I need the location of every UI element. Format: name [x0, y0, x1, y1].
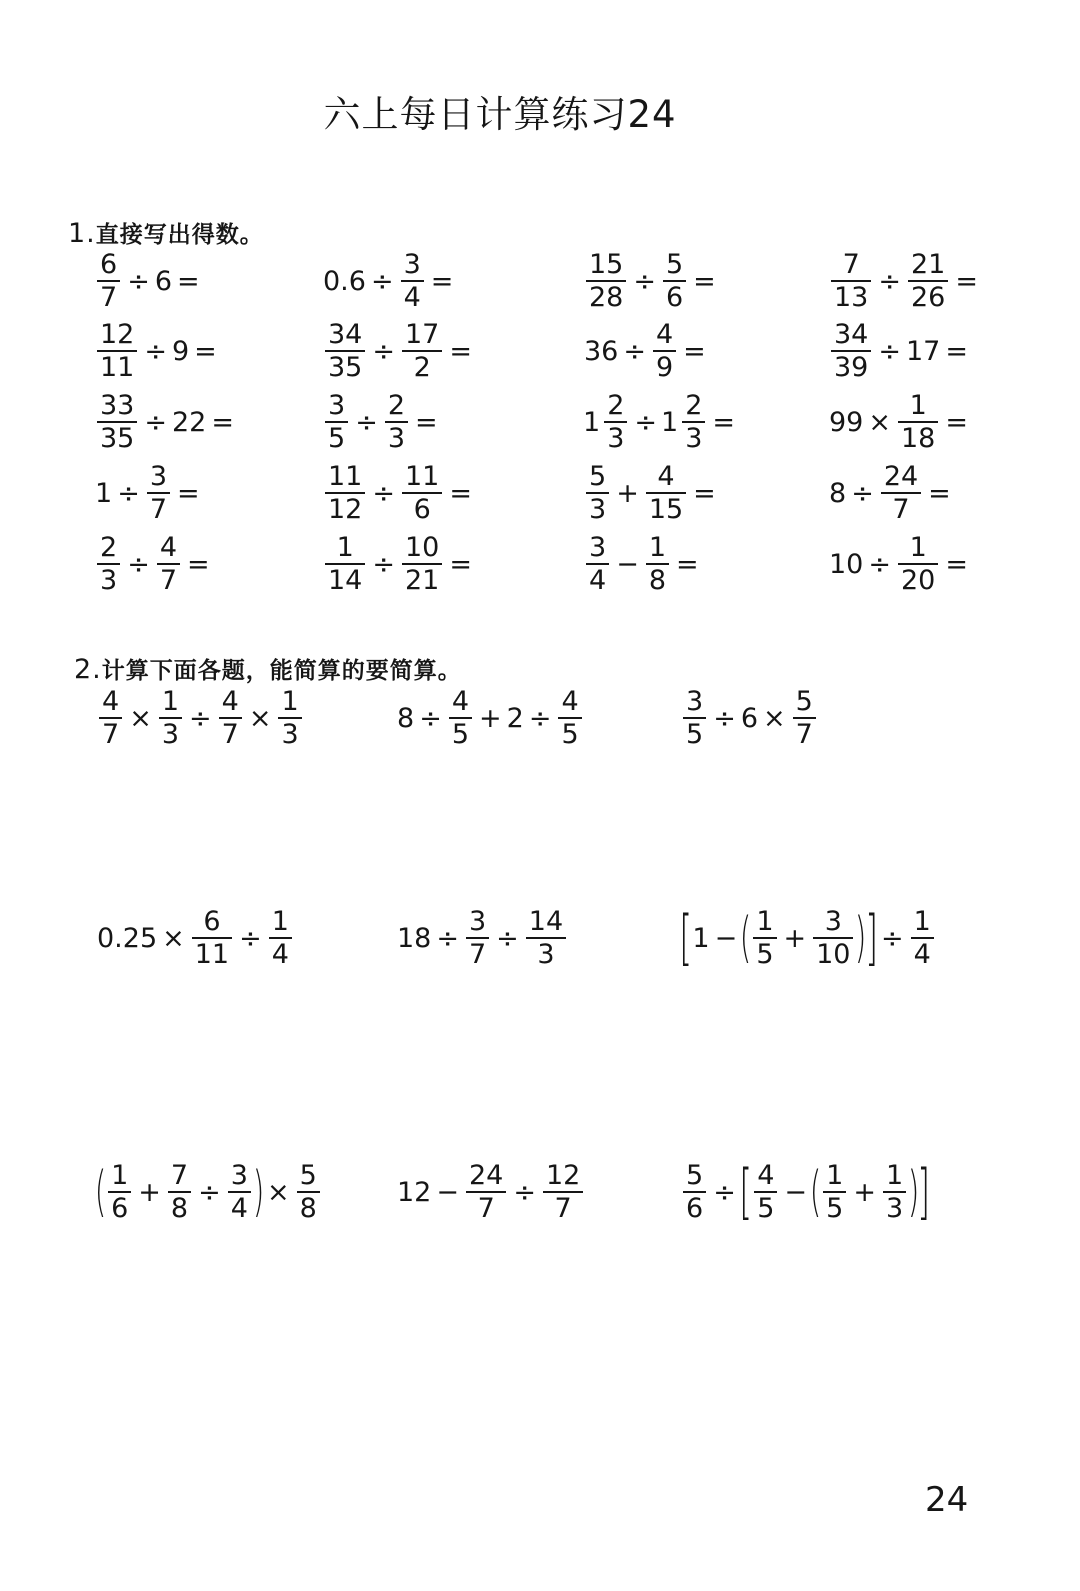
- page-number: 24: [925, 1480, 969, 1520]
- denominator: 4: [403, 282, 421, 313]
- fraction: [297, 1162, 320, 1222]
- operator: ÷: [372, 335, 395, 367]
- operator: =: [449, 477, 472, 509]
- oral-problem: [94, 453, 204, 533]
- fraction: [558, 688, 581, 748]
- denominator: 3: [100, 565, 118, 596]
- operator: ÷: [370, 265, 394, 297]
- operator: ÷: [144, 406, 167, 438]
- number: 12: [397, 1176, 432, 1208]
- fraction: [526, 908, 566, 968]
- fraction: [881, 463, 921, 523]
- written-problem: [680, 1152, 930, 1232]
- operator: ÷: [127, 265, 150, 297]
- oral-problem: [94, 311, 221, 391]
- numerator: 4: [221, 686, 239, 717]
- denominator: 6: [665, 282, 684, 313]
- fraction: [449, 688, 472, 748]
- fraction: [325, 463, 365, 523]
- numerator: 3: [230, 1160, 248, 1191]
- denominator: 4: [230, 1193, 248, 1224]
- numerator: 12: [100, 319, 135, 350]
- operator: ÷: [372, 477, 395, 509]
- numerator: 1: [826, 1160, 844, 1191]
- denominator: 8: [170, 1193, 189, 1224]
- section-1-number: 1.: [68, 218, 96, 249]
- denominator: 3: [387, 423, 405, 454]
- operator: =: [211, 406, 234, 438]
- parenthesis: (: [809, 1160, 822, 1223]
- operator: =: [415, 406, 438, 438]
- fraction: [402, 534, 442, 594]
- denominator: 4: [271, 939, 289, 970]
- parenthesis: (: [739, 906, 752, 969]
- denominator: 8: [648, 565, 666, 596]
- oral-problem: [322, 453, 476, 533]
- fraction: [402, 463, 442, 523]
- operator: ÷: [117, 477, 140, 509]
- numerator: 5: [686, 1160, 704, 1191]
- numerator: 1: [909, 532, 927, 563]
- operator: ×: [763, 702, 786, 734]
- numerator: 3: [589, 532, 607, 563]
- written-problem: [96, 1152, 323, 1232]
- denominator: 6: [111, 1193, 129, 1224]
- operator: ÷: [189, 702, 212, 734]
- operator: −: [616, 548, 639, 580]
- oral-problem: [322, 524, 476, 604]
- numerator: 1: [111, 1160, 129, 1191]
- fraction: [97, 534, 120, 594]
- operator: ÷: [633, 265, 656, 297]
- written-problem: [96, 678, 305, 758]
- mixed-number: [661, 392, 708, 452]
- numerator: 4: [159, 532, 177, 563]
- operator: +: [138, 1176, 161, 1208]
- operator: ×: [266, 1176, 290, 1208]
- number: 1: [692, 922, 710, 954]
- operator: =: [712, 406, 735, 438]
- fraction: [898, 392, 938, 452]
- section-2-title: 计算下面各题，能简算的要简算。: [101, 658, 462, 684]
- oral-problem: [322, 382, 442, 462]
- denominator: 4: [589, 565, 607, 596]
- denominator: 3: [589, 494, 607, 525]
- numerator: 2: [685, 390, 703, 421]
- numerator: 3: [824, 906, 842, 937]
- operator: ÷: [144, 335, 167, 367]
- fraction: [228, 1162, 251, 1222]
- denominator: 5: [826, 1193, 844, 1224]
- operator: ×: [129, 702, 152, 734]
- denominator: 10: [816, 939, 851, 970]
- numerator: 1: [909, 390, 927, 421]
- number: 2: [506, 702, 524, 734]
- operator: +: [783, 922, 807, 954]
- numerator: 1: [281, 686, 299, 717]
- numerator: 24: [883, 461, 919, 492]
- numerator: 3: [328, 390, 346, 421]
- denominator: 7: [100, 282, 118, 313]
- operator: =: [945, 335, 968, 367]
- numerator: 21: [910, 249, 946, 280]
- denominator: 4: [913, 939, 931, 970]
- denominator: 3: [685, 423, 703, 454]
- denominator: 7: [477, 1193, 495, 1224]
- denominator: 3: [537, 939, 555, 970]
- oral-problem: [828, 382, 972, 462]
- operator: =: [945, 548, 968, 580]
- numerator: 3: [468, 906, 487, 937]
- fraction: [883, 1162, 906, 1222]
- operator: ÷: [355, 406, 378, 438]
- numerator: 4: [451, 686, 469, 717]
- numerator: 11: [404, 461, 440, 492]
- numerator: 1: [913, 906, 931, 937]
- numerator: 7: [170, 1160, 189, 1191]
- denominator: 7: [159, 565, 177, 596]
- fraction: [793, 688, 816, 748]
- number: 0.25: [97, 922, 158, 954]
- number: 6: [154, 265, 172, 297]
- oral-problem: [94, 241, 204, 321]
- operator: ×: [248, 702, 272, 734]
- denominator: 7: [554, 1193, 572, 1224]
- fraction: [466, 908, 489, 968]
- section-1-title: 直接写出得数。: [95, 222, 264, 248]
- operator: =: [430, 265, 454, 297]
- operator: ÷: [623, 335, 646, 367]
- operator: =: [177, 477, 200, 509]
- written-problem: [396, 898, 569, 978]
- numerator: 2: [387, 390, 405, 421]
- denominator: 5: [561, 719, 579, 750]
- fraction: [646, 463, 686, 523]
- operator: +: [853, 1176, 876, 1208]
- denominator: 21: [404, 565, 440, 596]
- written-problem: [680, 678, 819, 758]
- operator: −: [784, 1176, 808, 1208]
- denominator: 26: [910, 282, 946, 313]
- operator: ÷: [239, 922, 262, 954]
- numerator: 17: [404, 319, 440, 350]
- operator: =: [177, 265, 200, 297]
- numerator: 3: [403, 249, 421, 280]
- operator: =: [449, 548, 472, 580]
- denominator: 11: [100, 352, 135, 383]
- numerator: 15: [589, 249, 624, 280]
- section-2-number: 2.: [74, 654, 102, 685]
- numerator: 1: [161, 686, 179, 717]
- parenthesis: ): [907, 1160, 920, 1223]
- bracket: [: [739, 1157, 752, 1227]
- operator: =: [676, 548, 699, 580]
- operator: ÷: [496, 922, 519, 954]
- parenthesis: ): [855, 906, 867, 969]
- denominator: 20: [900, 565, 936, 596]
- denominator: 11: [194, 939, 230, 970]
- denominator: 7: [102, 719, 120, 750]
- fraction: [192, 908, 232, 968]
- parenthesis: ): [252, 1160, 265, 1223]
- denominator: 2: [413, 352, 431, 383]
- numerator: 24: [468, 1160, 504, 1191]
- fraction: [908, 251, 948, 311]
- oral-problem: [583, 524, 703, 604]
- denominator: 14: [328, 565, 363, 596]
- fraction: [898, 534, 938, 594]
- operator: +: [479, 702, 502, 734]
- numerator: 7: [842, 249, 860, 280]
- denominator: 3: [281, 719, 299, 750]
- oral-problem: [828, 524, 972, 604]
- operator: ÷: [880, 922, 904, 954]
- bracket: [: [679, 903, 693, 973]
- bracket: ]: [917, 1157, 931, 1227]
- fraction: [269, 908, 292, 968]
- number: 0.6: [323, 265, 366, 297]
- operator: ÷: [528, 702, 552, 734]
- denominator: 35: [100, 423, 135, 454]
- denominator: 7: [149, 494, 167, 525]
- operator: ÷: [198, 1176, 221, 1208]
- fraction: [813, 908, 853, 968]
- bracket: ]: [864, 903, 878, 973]
- numerator: 12: [545, 1160, 581, 1191]
- numerator: 5: [589, 461, 607, 492]
- operator: ÷: [419, 702, 442, 734]
- numerator: 2: [100, 532, 118, 563]
- operator: −: [436, 1176, 459, 1208]
- fraction: [325, 392, 348, 452]
- denominator: 6: [686, 1193, 704, 1224]
- operator: =: [187, 548, 210, 580]
- numerator: 4: [102, 686, 120, 717]
- number: 99: [829, 406, 864, 438]
- number: 8: [829, 477, 847, 509]
- operator: ÷: [713, 1176, 736, 1208]
- operator: =: [683, 335, 706, 367]
- fraction: [754, 1162, 777, 1222]
- written-problem: [96, 898, 295, 978]
- numerator: 1: [336, 532, 354, 563]
- numerator: 34: [834, 319, 869, 350]
- fraction: [823, 1162, 846, 1222]
- fraction: [108, 1162, 131, 1222]
- fraction: [99, 688, 122, 748]
- denominator: 3: [607, 423, 625, 454]
- numerator: 2: [607, 390, 625, 421]
- parenthesis: (: [94, 1160, 107, 1223]
- fraction: [219, 688, 242, 748]
- numerator: 1: [271, 906, 289, 937]
- number: 6: [740, 702, 758, 734]
- fraction: [831, 321, 871, 381]
- fraction: [586, 534, 609, 594]
- operator: ÷: [878, 265, 901, 297]
- denominator: 5: [757, 1193, 775, 1224]
- oral-problem: [583, 382, 739, 462]
- oral-problem: [94, 524, 214, 604]
- denominator: 7: [221, 719, 239, 750]
- fraction: [402, 321, 442, 381]
- fraction: [97, 392, 137, 452]
- oral-problem: [322, 311, 476, 391]
- written-problem: [680, 898, 937, 978]
- whole-part: 1: [661, 406, 679, 438]
- operator: =: [945, 406, 968, 438]
- denominator: 18: [900, 423, 936, 454]
- fraction: [586, 251, 626, 311]
- numerator: 1: [648, 532, 666, 563]
- denominator: 28: [589, 282, 624, 313]
- numerator: 5: [299, 1160, 317, 1191]
- denominator: 3: [885, 1193, 904, 1224]
- fraction: [683, 688, 706, 748]
- oral-problem: [583, 453, 720, 533]
- operator: ÷: [436, 922, 459, 954]
- fraction: [325, 321, 365, 381]
- denominator: 5: [328, 423, 346, 454]
- denominator: 5: [756, 939, 774, 970]
- fraction: [168, 1162, 191, 1222]
- fraction: [586, 463, 609, 523]
- operator: =: [693, 477, 716, 509]
- fraction: [157, 534, 180, 594]
- written-problem: [396, 678, 585, 758]
- number: 1: [95, 477, 113, 509]
- fraction: [401, 251, 424, 311]
- numerator: 3: [686, 686, 704, 717]
- written-problem: [396, 1152, 586, 1232]
- numerator: 3: [149, 461, 167, 492]
- fraction: [683, 1162, 706, 1222]
- fraction: [663, 251, 686, 311]
- fraction: [385, 392, 408, 452]
- numerator: 4: [657, 461, 675, 492]
- denominator: 7: [892, 494, 910, 525]
- number: 10: [829, 548, 864, 580]
- number: 8: [397, 702, 415, 734]
- oral-problem: [583, 241, 720, 321]
- denominator: 13: [834, 282, 869, 313]
- operator: ÷: [851, 477, 874, 509]
- operator: ×: [162, 922, 185, 954]
- operator: +: [616, 477, 639, 509]
- denominator: 5: [686, 719, 704, 750]
- operator: ÷: [634, 406, 657, 438]
- oral-problem: [94, 382, 238, 462]
- oral-problem: [583, 311, 710, 391]
- numerator: 5: [795, 686, 813, 717]
- operator: =: [449, 335, 472, 367]
- fraction: [278, 688, 301, 748]
- numerator: 14: [528, 906, 564, 937]
- operator: ÷: [513, 1176, 536, 1208]
- numerator: 4: [561, 686, 579, 717]
- numerator: 34: [328, 319, 363, 350]
- fraction: [325, 534, 365, 594]
- oral-problem: [828, 311, 972, 391]
- operator: ÷: [878, 335, 901, 367]
- denominator: 39: [834, 352, 869, 383]
- oral-problem: [828, 453, 955, 533]
- whole-part: 1: [583, 406, 601, 438]
- number: 18: [397, 922, 432, 954]
- denominator: 8: [299, 1193, 317, 1224]
- operator: =: [194, 335, 217, 367]
- fraction: [911, 908, 934, 968]
- oral-problem: [322, 241, 457, 321]
- operator: ÷: [713, 702, 736, 734]
- fraction: [753, 908, 776, 968]
- fraction: [831, 251, 871, 311]
- denominator: 35: [328, 352, 363, 383]
- numerator: 4: [757, 1160, 775, 1191]
- operator: =: [693, 265, 716, 297]
- page-title: 六上每日计算练习24: [323, 93, 677, 136]
- operator: =: [928, 477, 951, 509]
- numerator: 1: [885, 1160, 904, 1191]
- denominator: 15: [648, 494, 684, 525]
- denominator: 5: [451, 719, 469, 750]
- fraction: [543, 1162, 583, 1222]
- numerator: 1: [756, 906, 774, 937]
- numerator: 5: [665, 249, 684, 280]
- fraction: [682, 392, 705, 452]
- fraction: [147, 463, 170, 523]
- numerator: 4: [655, 319, 674, 350]
- oral-problem: [828, 241, 982, 321]
- mixed-number: [583, 392, 630, 452]
- fraction: [604, 392, 627, 452]
- denominator: 7: [468, 939, 487, 970]
- operator: ÷: [372, 548, 395, 580]
- fraction: [97, 251, 120, 311]
- operator: −: [714, 922, 738, 954]
- numerator: 6: [100, 249, 118, 280]
- number: 9: [171, 335, 190, 367]
- fraction: [646, 534, 669, 594]
- operator: ÷: [868, 548, 891, 580]
- denominator: 12: [328, 494, 363, 525]
- numerator: 33: [100, 390, 135, 421]
- numerator: 11: [328, 461, 363, 492]
- fraction: [97, 321, 137, 381]
- denominator: 3: [161, 719, 179, 750]
- fraction: [466, 1162, 506, 1222]
- denominator: 6: [413, 494, 431, 525]
- operator: ×: [868, 406, 891, 438]
- number: 36: [584, 335, 619, 367]
- numerator: 6: [203, 906, 221, 937]
- number: 22: [171, 406, 207, 438]
- denominator: 9: [655, 352, 674, 383]
- denominator: 7: [795, 719, 813, 750]
- fraction: [653, 321, 676, 381]
- operator: ÷: [127, 548, 150, 580]
- numerator: 10: [404, 532, 440, 563]
- fraction: [159, 688, 182, 748]
- number: 17: [905, 335, 941, 367]
- operator: =: [955, 265, 978, 297]
